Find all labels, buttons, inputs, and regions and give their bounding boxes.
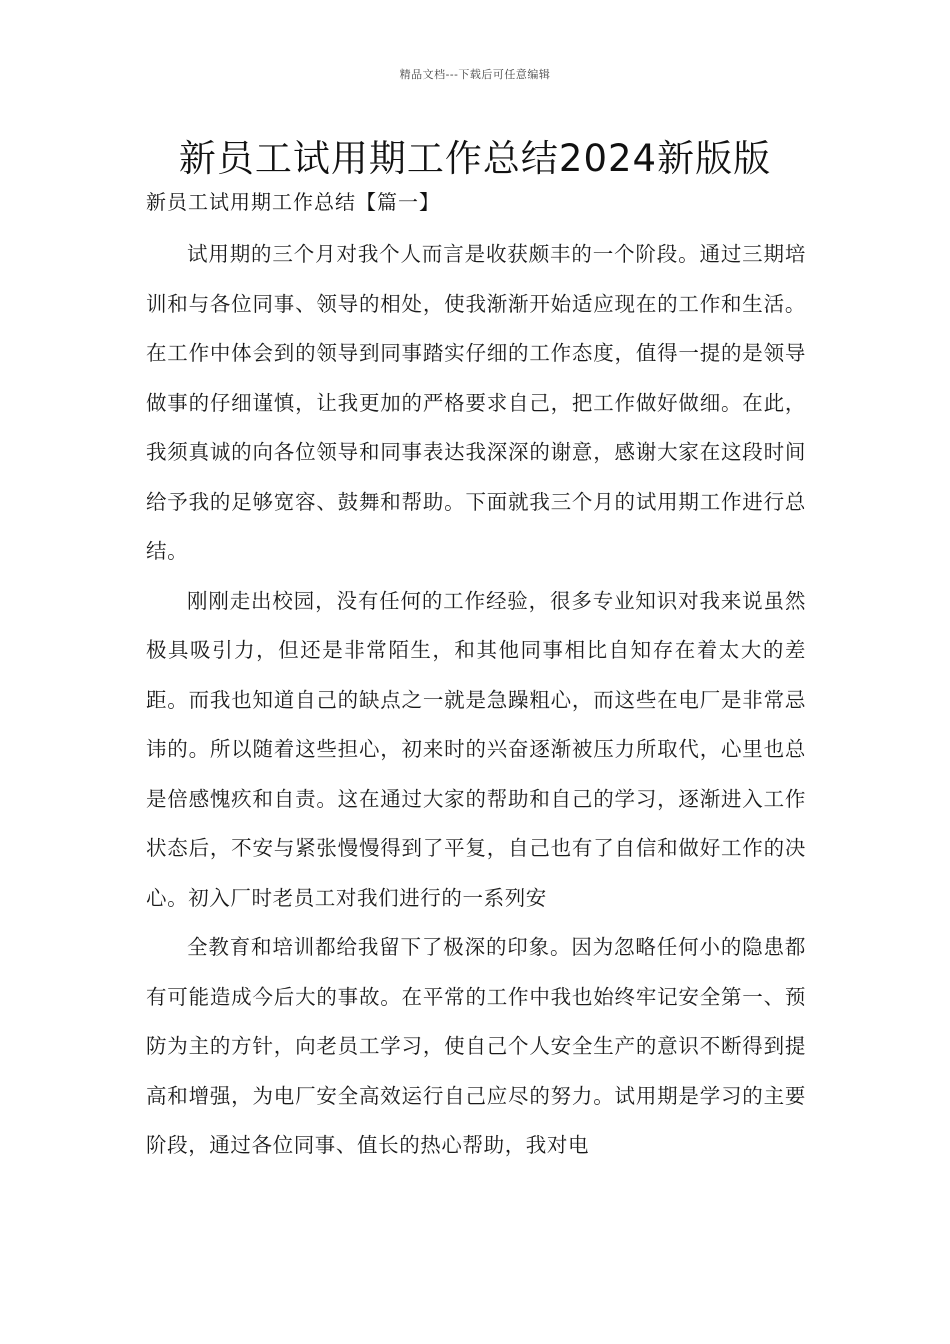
- header-note: 精品文档---下载后可任意编辑: [399, 68, 551, 81]
- paragraph: 刚刚走出校园，没有任何的工作经验，很多专业知识对我来说虽然极具吸引力，但还是非常陌生，和其他同事相比自知存在着太大的差距。而我也知道自己的缺点之一就是急躁粗心，而这些在电厂是非常忌讳的。所以随着这些担心，初来时的兴奋逐渐被压力所取代，心里也总是倍感愧疚和自责。这在通过大家的帮助和自己的学习，逐渐进入工作状态后，不安与紧张慢慢得到了平复，自己也有了自信和做好工作的决心。初入厂时老员工对我们进行的一系列安: [146, 588, 806, 910]
- body-text: [146, 230, 806, 1171]
- document-title: 新员工试用期工作总结2024新版版: [178, 137, 772, 180]
- section-heading: 新员工试用期工作总结【篇一】: [146, 190, 440, 214]
- paragraph: 全教育和培训都给我留下了极深的印象。因为忽略任何小的隐患都有可能造成今后大的事故。在平常的工作中我也始终牢记安全第一、预防为主的方针，向老员工学习，使自己个人安全生产的意识不断得到提高和增强，为电厂安全高效运行自己应尽的努力。试用期是学习的主要阶段，通过各位同事、值长的热心帮助，我对电: [146, 935, 806, 1157]
- paragraph: 试用期的三个月对我个人而言是收获颇丰的一个阶段。通过三期培训和与各位同事、领导的相处，使我渐渐开始适应现在的工作和生活。在工作中体会到的领导到同事踏实仔细的工作态度，值得一提的是领导做事的仔细谨慎，让我更加的严格要求自己，把工作做好做细。在此，我须真诚的向各位领导和同事表达我深深的谢意，感谢大家在这段时间给予我的足够宽容、鼓舞和帮助。下面就我三个月的试用期工作进行总结。: [146, 242, 806, 563]
